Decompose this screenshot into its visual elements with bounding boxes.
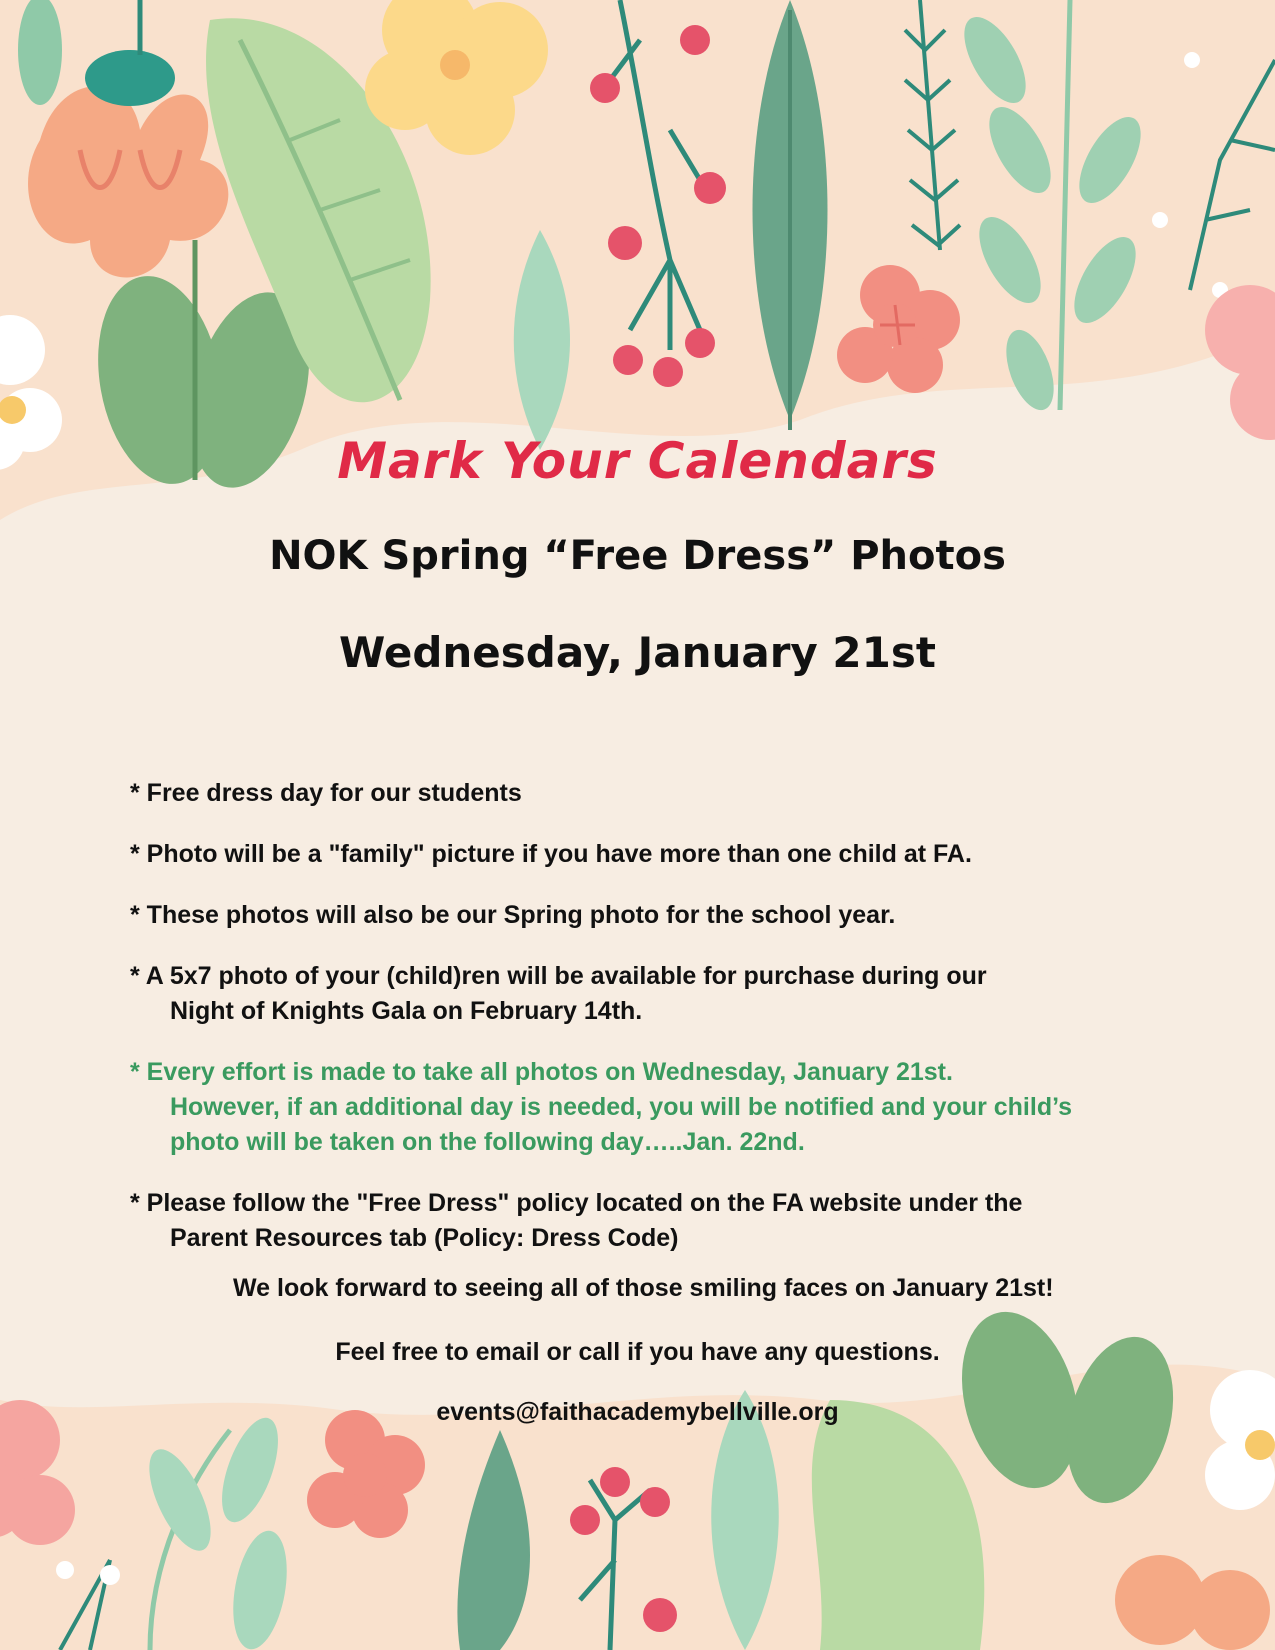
bullet-line: Night of Knights Gala on February 14th. <box>170 997 643 1025</box>
contact-email[interactable]: events@faithacademybellville.org <box>436 1398 839 1426</box>
bullet-line: * A 5x7 photo of your (child)ren will be available for purchase during our <box>130 962 987 990</box>
flyer-title: Mark Your Calendars <box>337 432 938 490</box>
bullet-free-dress <box>130 776 1250 811</box>
bullet-line: * Please follow the "Free Dress" policy located on the FA website under the <box>130 1189 1023 1217</box>
bullet-line: photo will be taken on the following day…..Jan. 22nd. <box>170 1128 805 1156</box>
bullet-line: * These photos will also be our Spring photo for the school year. <box>130 901 896 929</box>
closing-message: We look forward to seeing all of those smiling faces on January 21st! <box>233 1274 1054 1302</box>
bullet-dress-policy <box>130 1186 1250 1256</box>
bullet-line: * Free dress day for our students <box>130 779 522 807</box>
bullet-purchase <box>130 959 1250 1029</box>
contact-prompt: Feel free to email or call if you have any questions. <box>335 1338 940 1366</box>
bullet-family-picture <box>130 837 1250 872</box>
bullet-spring-photo <box>130 898 1250 933</box>
bullet-line: * Photo will be a "family" picture if you have more than one child at FA. <box>130 840 972 868</box>
bullet-line: However, if an additional day is needed, you will be notified and your child’s <box>170 1093 1073 1121</box>
bullet-line: Parent Resources tab (Policy: Dress Code) <box>170 1224 679 1252</box>
event-name: NOK Spring “Free Dress” Photos <box>269 533 1006 579</box>
bullet-line: * Every effort is made to take all photos on Wednesday, January 21st. <box>130 1058 953 1086</box>
bullet-additional-day <box>130 1055 1250 1160</box>
event-date: Wednesday, January 21st <box>339 628 936 677</box>
